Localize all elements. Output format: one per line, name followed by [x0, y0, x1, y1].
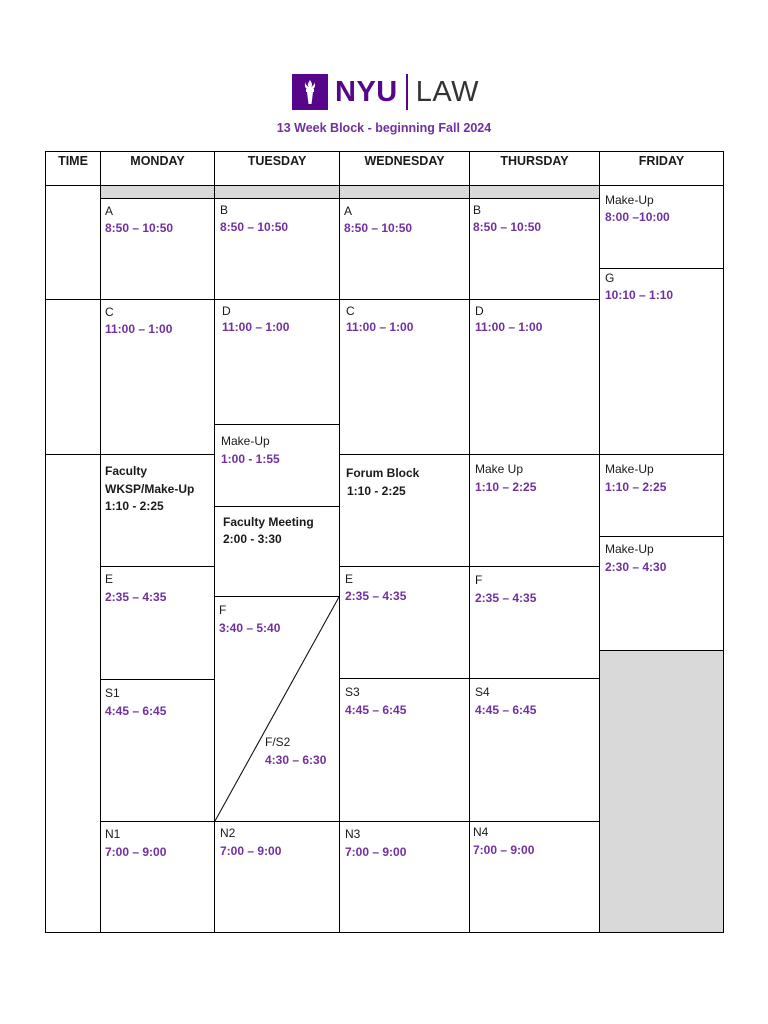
block-code: F	[219, 603, 227, 617]
block-time: 4:45 – 6:45	[105, 704, 167, 718]
block-code: E	[345, 572, 354, 586]
friday-block-g	[599, 268, 724, 455]
tuesday-block-f-fs2	[214, 596, 340, 822]
header-wednesday: WEDNESDAY	[339, 151, 470, 186]
block-time: 11:00 – 1:00	[222, 320, 290, 334]
block-code: Make-Up	[605, 193, 654, 207]
block-code: D	[475, 304, 484, 318]
thursday-block-s4	[469, 678, 600, 822]
block-code: Faculty Meeting	[223, 515, 314, 529]
block-time: 10:10 – 1:10	[605, 288, 674, 302]
block-code: N3	[345, 827, 361, 841]
monday-block-a	[100, 198, 215, 300]
wednesday-block-a	[339, 198, 470, 300]
block-code: N1	[105, 827, 121, 841]
monday-block-s1	[100, 679, 215, 822]
time-slot-midday	[45, 299, 101, 455]
block-time: 1:10 – 2:25	[475, 480, 537, 494]
block-code: A	[344, 204, 353, 218]
block-code: Make-Up	[605, 462, 654, 476]
friday-makeup-morning	[599, 185, 724, 269]
wednesday-block-e	[339, 566, 470, 679]
time-slot-morning	[45, 185, 101, 300]
block-time: 1:10 – 2:25	[605, 480, 667, 494]
block-time: 1:00 - 1:55	[221, 452, 280, 466]
block-code: Make Up	[475, 462, 524, 476]
block-code: N4	[473, 825, 489, 839]
thursday-makeup	[469, 454, 600, 567]
time-slot-afternoon-evening	[45, 454, 101, 933]
block-code: Make-Up	[221, 434, 270, 448]
block-time: 2:35 – 4:35	[475, 591, 537, 605]
block-code: B	[220, 203, 229, 217]
header-friday: FRIDAY	[599, 151, 724, 186]
monday-block-c	[100, 299, 215, 455]
block-time: 1:10 - 2:25	[105, 499, 164, 513]
thursday-block-f	[469, 566, 600, 679]
logo-nyu-text: NYU	[335, 76, 398, 108]
block-time: 1:10 - 2:25	[347, 484, 406, 498]
tuesday-block-d	[214, 299, 340, 425]
block-code: S3	[345, 685, 360, 699]
tuesday-makeup	[214, 424, 340, 507]
thursday-block-d	[469, 299, 600, 455]
block-time-secondary: 4:30 – 6:30	[265, 753, 327, 767]
friday-makeup-early-afternoon	[599, 454, 724, 537]
block-time: 3:40 – 5:40	[219, 621, 281, 635]
tuesday-faculty-meeting	[214, 506, 340, 597]
thursday-block-b	[469, 198, 600, 300]
logo-law-text: LAW	[415, 76, 480, 108]
wednesday-block-n3	[339, 821, 470, 933]
block-time: 7:00 – 9:00	[105, 845, 167, 859]
thursday-block-n4	[469, 821, 600, 933]
block-time: 11:00 – 1:00	[105, 322, 173, 336]
wednesday-block-c	[339, 299, 470, 455]
block-time: 2:35 – 4:35	[345, 589, 407, 603]
block-time: 2:35 – 4:35	[105, 590, 167, 604]
block-time: 2:00 - 3:30	[223, 532, 282, 546]
block-code: Forum Block	[346, 466, 420, 480]
header-time: TIME	[45, 151, 101, 186]
block-code: S1	[105, 686, 120, 700]
block-code: N2	[220, 826, 236, 840]
block-time: 7:00 – 9:00	[345, 845, 407, 859]
monday-block-e	[100, 566, 215, 680]
block-time: 7:00 – 9:00	[473, 843, 535, 857]
tuesday-gray-strip	[214, 185, 340, 199]
block-time: 7:00 – 9:00	[220, 844, 282, 858]
block-code-secondary: F/S2	[265, 735, 291, 749]
schedule-subtitle: 13 Week Block - beginning Fall 2024	[276, 121, 492, 135]
tuesday-block-b	[214, 198, 340, 300]
tuesday-block-n2	[214, 821, 340, 933]
thursday-gray-strip	[469, 185, 600, 199]
wednesday-forum-block	[339, 454, 470, 567]
friday-unavailable	[599, 650, 724, 933]
block-code: D	[222, 304, 231, 318]
block-time: 8:50 – 10:50	[473, 220, 542, 234]
block-time: 8:50 – 10:50	[220, 220, 289, 234]
block-time: 11:00 – 1:00	[475, 320, 543, 334]
block-time: 11:00 – 1:00	[346, 320, 414, 334]
block-code: S4	[475, 685, 490, 699]
block-code: C	[105, 305, 114, 319]
block-code: E	[105, 572, 114, 586]
block-code: C	[346, 304, 355, 318]
block-time: 8:50 – 10:50	[105, 221, 174, 235]
block-code: Faculty	[105, 464, 148, 478]
block-code: G	[605, 271, 615, 285]
header-thursday: THURSDAY	[469, 151, 600, 186]
block-code-line2: WKSP/Make-Up	[105, 482, 195, 496]
monday-faculty-workshop	[100, 454, 215, 567]
block-time: 8:00 –10:00	[605, 210, 670, 224]
block-code: Make-Up	[605, 542, 654, 556]
monday-block-n1	[100, 821, 215, 933]
block-time: 8:50 – 10:50	[344, 221, 413, 235]
wednesday-block-s3	[339, 678, 470, 822]
block-time: 4:45 – 6:45	[475, 703, 537, 717]
header-monday: MONDAY	[100, 151, 215, 186]
monday-gray-strip	[100, 185, 215, 199]
block-code: F	[475, 573, 483, 587]
wednesday-gray-strip	[339, 185, 470, 199]
block-code: B	[473, 203, 482, 217]
block-time: 4:45 – 6:45	[345, 703, 407, 717]
block-time: 2:30 – 4:30	[605, 560, 667, 574]
header-tuesday: TUESDAY	[214, 151, 340, 186]
friday-makeup-late-afternoon	[599, 536, 724, 651]
block-code: A	[105, 204, 114, 218]
